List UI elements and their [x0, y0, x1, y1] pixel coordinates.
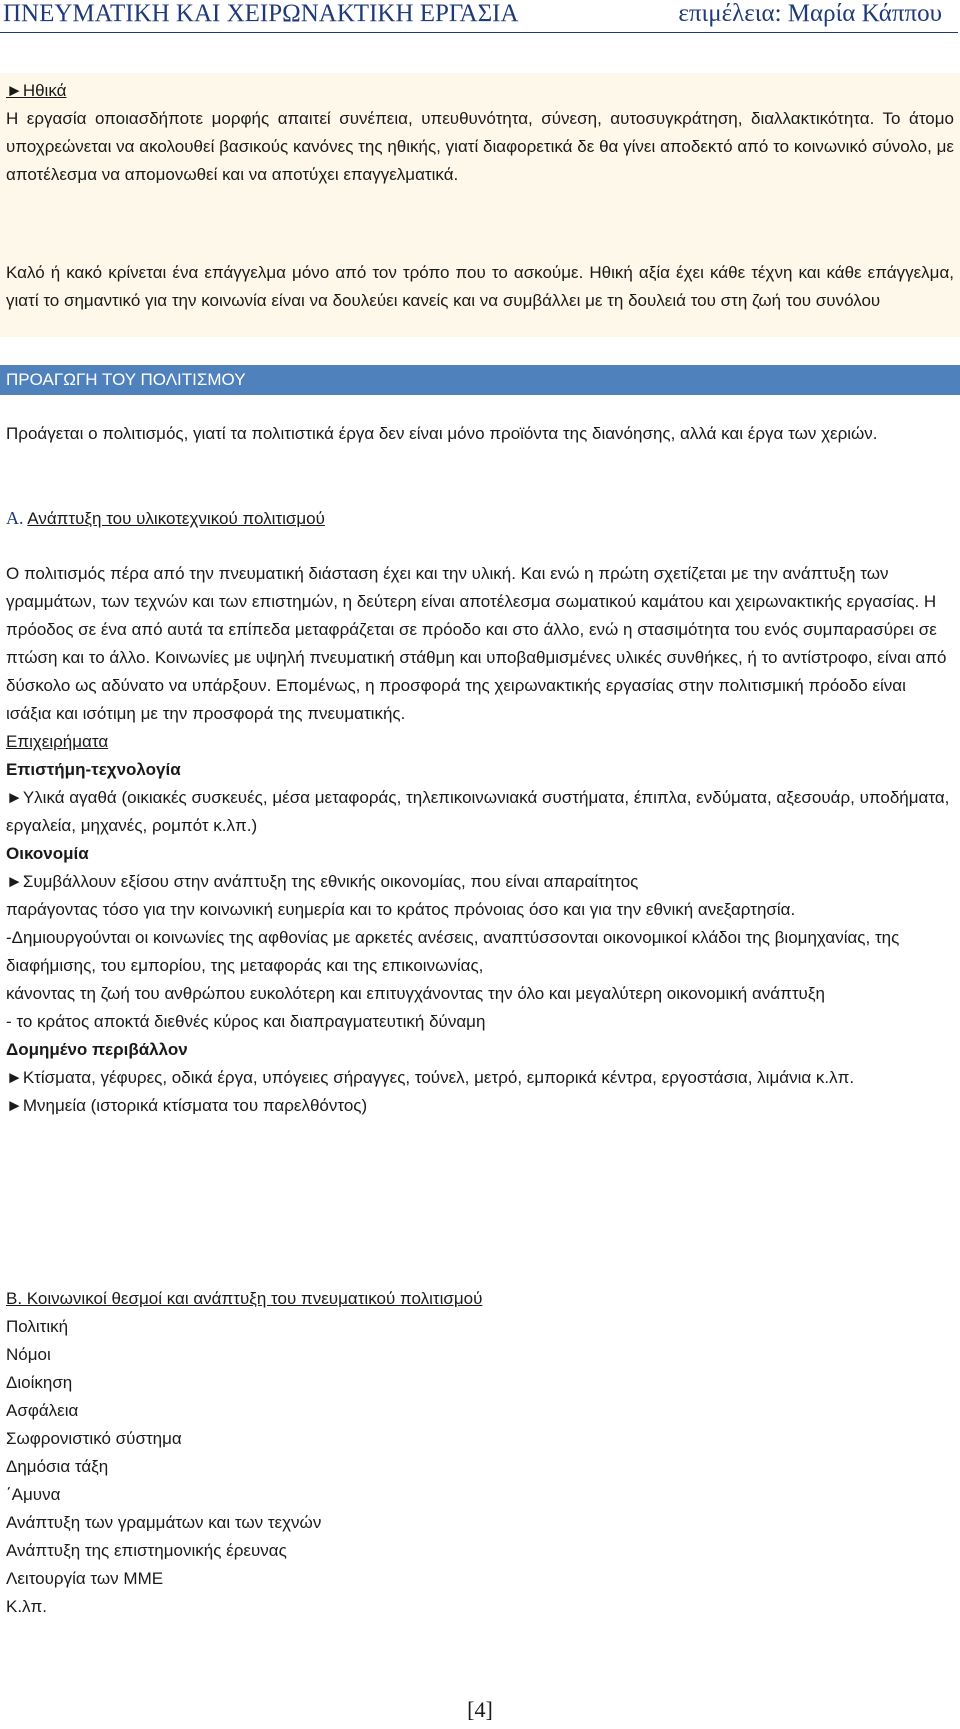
science-heading: Επιστήμη-τεχνολογία — [6, 760, 181, 779]
page-header — [0, 0, 960, 40]
arguments-label: Επιχειρήματα — [6, 732, 109, 751]
list-item: Νόμοι — [6, 1345, 51, 1364]
list-item: Ασφάλεια — [6, 1401, 79, 1420]
list-item: Ανάπτυξη των γραμμάτων και των τεχνών — [6, 1513, 322, 1532]
ethics-box — [0, 73, 960, 337]
header-rule — [0, 32, 958, 33]
economy-heading: Οικονομία — [6, 844, 89, 863]
section-bar — [0, 365, 960, 395]
section-a-heading — [6, 504, 954, 533]
section-b — [6, 1285, 954, 1621]
ethics-paragraph-1: Η εργασία οποιασδήποτε μορφής απαιτεί συνέπεια, υπευθυνότητα, σύνεση, αυτοσυγκράτηση, διαλλακτικότητα. Το άτομο υποχρεώνεται να ακολουθεί βασικούς κανόνες της ηθικής, γιατί διαφορετικά δε θα γίνει αποδεκτό από το κοινωνικό σύνολο, με αποτέλεσμα να απομονωθεί και να αποτύχει επαγγελματικά. — [6, 109, 954, 184]
economy-line-5: - το κράτος αποκτά διεθνές κύρος και διαπραγματευτική δύναμη — [6, 1012, 486, 1031]
list-item: Κ.λπ. — [6, 1597, 48, 1616]
economy-line-1: ►Συμβάλλουν εξίσου στην ανάπτυξη της εθνικής οικονομίας, που είναι απαραίτητος — [6, 872, 639, 891]
header-title: ΠΝΕΥΜΑΤΙΚΗ ΚΑΙ ΧΕΙΡΩΝΑΚΤΙΚΗ ΕΡΓΑΣΙΑ — [3, 0, 519, 27]
built-line-1: ►Κτίσματα, γέφυρες, οδικά έργα, υπόγειες σήραγγες, τούνελ, μετρό, εμπορικά κέντρα, εργοστάσια, λιμάνια κ.λπ. — [6, 1068, 855, 1087]
section-a-paragraph: Ο πολιτισμός πέρα από την πνευματική διάσταση έχει και την υλική. Και ενώ η πρώτη σχετίζεται με την ανάπτυξη των γραμμάτων, των τεχνών και των επιστημών, η δεύτερη είναι αποτέλεσμα σωματικού καμάτου και χειρωνακτικής εργασίας. Η πρόοδος σε ένα από αυτά τα επίπεδα μεταφράζεται σε πρόοδο και στο άλλο, ενώ η στασιμότητα του ενός συμπαρασύρει σε πτώση και το άλλο. Κοινωνίες με υψηλή πνευματική στάθμη και υποβαθμισμένες υλικές συνθήκες, ή το αντίστροφο, είναι από δύσκολο ως αδύνατο να υπάρξουν. Επομένως, η προσφορά της χειρωνακτικής εργασίας στην πολιτισμική πρόοδο είναι ισάξια και ισότιμη με την προσφορά της πνευματικής. — [6, 564, 947, 723]
ethics-label: ►Ηθικά — [6, 81, 67, 100]
economy-line-4: κάνοντας τη ζωή του ανθρώπου ευκολότερη και επιτυγχάνοντας την όλο και μεγαλύτερη οικονομική ανάπτυξη — [6, 984, 825, 1003]
section-a-content — [6, 560, 954, 1120]
list-item: ΄Αμυνα — [6, 1485, 61, 1504]
list-item: Διοίκηση — [6, 1373, 73, 1392]
list-item: Σωφρονιστικό σύστημα — [6, 1429, 182, 1448]
built-line-2: ►Μνημεία (ιστορικά κτίσματα του παρελθόντος) — [6, 1096, 368, 1115]
ethics-paragraph-2: Καλό ή κακό κρίνεται ένα επάγγελμα μόνο από τον τρόπο που το ασκούμε. Ηθική αξία έχει κάθε τέχνη και κάθε επάγγελμα, γιατί το σημαντικό για την κοινωνία είναι να δουλεύει κανείς και να συμβάλλει με τη δουλειά του στη ζωή του συνόλου — [6, 263, 954, 310]
built-heading: Δομημένο περιβάλλον — [6, 1040, 188, 1059]
page-number: [4] — [467, 1697, 493, 1722]
economy-line-3: -Δημιουργούνται οι κοινωνίες της αφθονίας με αρκετές ανέσεις, αναπτύσσονται οικονομικοί κλάδοι της βιομηχανίας, της διαφήμισης, του εμπορίου, της μεταφοράς και της επικοινωνίας, — [6, 928, 900, 975]
section-a-letter: Α. — [6, 508, 24, 528]
header-editor: επιμέλεια: Μαρία Κάππου — [678, 0, 942, 27]
list-item: Λειτουργία των ΜΜΕ — [6, 1569, 164, 1588]
section-bar-title: ΠΡΟΑΓΩΓΗ ΤΟΥ ΠΟΛΙΤΙΣΜΟΥ — [6, 370, 246, 389]
section-b-title: Β. Κοινωνικοί θεσμοί και ανάπτυξη του πνευματικού πολιτισμού — [6, 1289, 483, 1308]
economy-line-2: παράγοντας τόσο για την κοινωνική ευημερία και το κράτος πρόνοιας όσο και για την εθνική ανεξαρτησία. — [6, 900, 796, 919]
section-a-title: Ανάπτυξη του υλικοτεχνικού πολιτισμού — [27, 509, 325, 528]
list-item: Πολιτική — [6, 1317, 69, 1336]
science-text: ►Υλικά αγαθά (οικιακές συσκευές, μέσα μεταφοράς, τηλεπικοινωνιακά συστήματα, έπιπλα, ενδύματα, αξεσουάρ, υποδήματα, εργαλεία, μηχανές, ρομπότ κ.λπ.) — [6, 788, 950, 835]
list-item: Ανάπτυξη της επιστημονικής έρευνας — [6, 1541, 287, 1560]
intro-paragraph — [6, 420, 954, 448]
intro-text: Προάγεται ο πολιτισμός, γιατί τα πολιτιστικά έργα δεν είναι μόνο προϊόντα της διανόησης, αλλά και έργα των χεριών. — [6, 424, 878, 443]
list-item: Δημόσια τάξη — [6, 1457, 109, 1476]
